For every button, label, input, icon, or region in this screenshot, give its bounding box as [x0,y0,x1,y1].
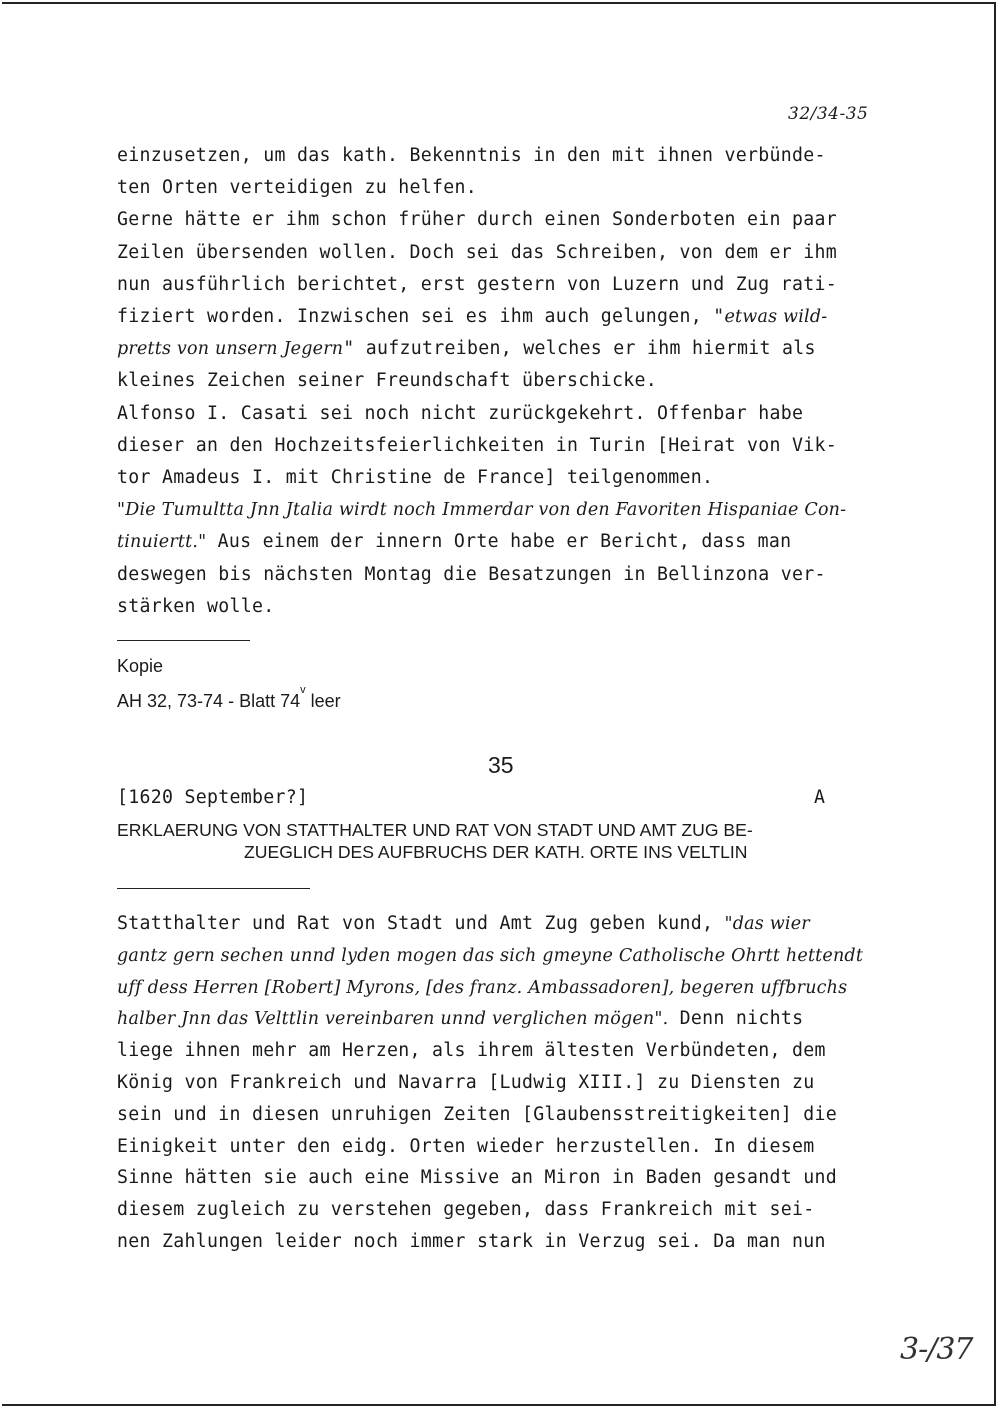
text-segment: " aufzutreiben, welches er ihm hiermit als [343,338,816,360]
document-title-line-2: ZUEGLICH DES AUFBRUCHS DER KATH. ORTE INS VELTLIN [244,842,748,862]
text-line [117,1103,837,1128]
text-line [117,1135,815,1160]
text-segment: sein und in diesen unruhigen Zeiten [Glaubensstreitigkeiten] die [117,1103,837,1125]
source-reference: AH 32, 73-74 - Blatt 74$^v$ leer [117,684,341,711]
text-line [117,402,803,427]
text-segment: dieser an den Hochzeitsfeierlichkeiten in Turin [Heirat von Vik- [117,434,837,456]
quoted-text: etwas wild- [724,307,828,327]
text-line [117,466,713,491]
quoted-text: gantz gern sechen unnd lyden mogen das sich gmeyne Catholische Ohrtt hettendt [117,945,864,966]
text-line [117,1166,837,1191]
text-line [117,1198,815,1223]
quoted-text: pretts von unsern Jegern [117,339,344,360]
text-line [117,595,275,620]
text-line [117,176,477,201]
text-line [117,208,837,233]
text-segment: Sinne hätten sie auch eine Missive an Miron in Baden gesandt und [117,1167,837,1189]
text-segment: Gerne hätte er ihm schon früher durch einen Sonderboten ein paar [117,209,837,231]
text-segment: fiziert worden. Inzwischen sei es ihm auch gelungen, " [117,306,725,327]
quoted-text: tinuiertt." [117,532,207,553]
text-line [117,1230,826,1255]
page-reference: 32/34-35 [788,104,869,124]
text-segment: diesem zugleich zu verstehen gegeben, dass Frankreich mit sei- [117,1199,815,1221]
text-segment: kleines Zeichen seiner Freundschaft überschicke. [117,370,657,392]
text-line [117,305,827,330]
text-segment: liege ihnen mehr am Herzen, als ihrem ältesten Verbündeten, dem [117,1040,826,1062]
quoted-text: "Die Tumultta Jnn Jtalia wirdt noch Immerdar von den Favoriten Hispaniae Con- [117,500,847,521]
quoted-text: uff dess Herren [Robert] Myrons, [des franz. Ambassadoren], begeren uffbruchs [117,977,848,998]
handwritten-folio-number: 3-/37 [900,1332,973,1367]
text-segment: Denn nichts [668,1008,804,1030]
text-line [117,144,826,169]
quoted-text: "das wier [724,914,810,934]
text-line [117,369,657,394]
title-rule [117,888,310,889]
text-segment: Zeilen übersenden wollen. Doch sei das Schreiben, von dem er ihm [117,241,837,263]
text-line [117,912,810,937]
text-line [117,1071,815,1096]
text-segment: ten Orten verteidigen zu helfen. [117,177,477,199]
document-title-line-1: ERKLAERUNG VON STATTHALTER UND RAT VON STADT UND AMT ZUG BE- [117,820,753,840]
text-line [117,337,816,362]
text-line [117,1039,826,1064]
source-label: Kopie [117,656,164,676]
text-segment: deswegen bis nächsten Montag die Besatzungen in Bellinzona ver- [117,563,826,585]
text-line [117,241,837,266]
text-line [117,434,837,459]
text-segment: König von Frankreich und Navarra [Ludwig XIII.] zu Diensten zu [117,1072,815,1093]
text-line [117,944,863,969]
document-date: [1620 September?] [117,787,309,808]
text-line [117,498,846,523]
text-segment: tor Amadeus I. mit Christine de France] teilgenommen. [117,467,714,488]
verso-superscript: v [300,684,306,696]
text-segment: Statthalter und Rat von Stadt und Amt Zug geben kund, [117,913,725,934]
text-line [117,1007,803,1032]
text-segment: Einigkeit unter den eidg. Orten wieder herzustellen. In diesem [117,1135,815,1157]
text-segment: einzusetzen, um das kath. Bekenntnis in den mit ihnen verbünde- [117,145,826,166]
document-number: 35 [488,752,514,778]
document-type-letter: A [814,787,826,808]
text-segment: nen Zahlungen leider noch immer stark in Verzug sei. Da man nun [117,1231,826,1252]
text-line [117,976,847,1001]
quoted-text: halber Jnn das Velttlin vereinbaren unnd verglichen mögen". [117,1009,669,1030]
text-segment: Alfonso I. Casati sei noch nicht zurückgekehrt. Offenbar habe [117,402,804,424]
separator-rule [117,640,250,641]
text-segment: stärken wolle. [117,595,275,617]
text-line [117,273,837,298]
text-segment: nun ausführlich berichtet, erst gestern von Luzern und Zug rati- [117,273,837,295]
text-segment: Aus einem der innern Orte habe er Bericht, dass man [206,531,792,553]
text-line [117,530,791,555]
text-line [117,563,826,588]
